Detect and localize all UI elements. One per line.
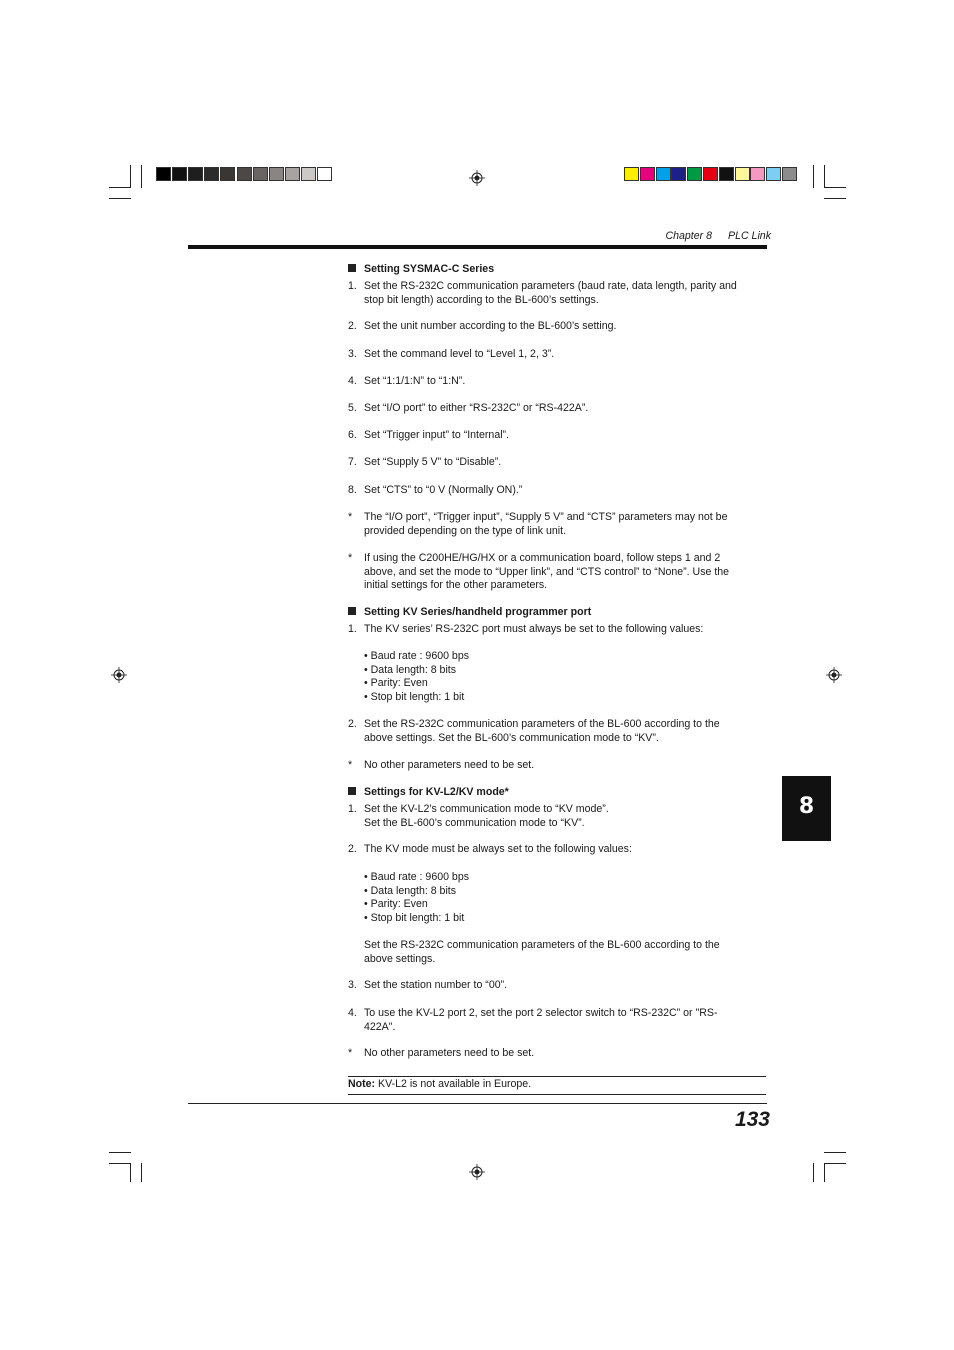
crop-mark [813,165,814,188]
registration-mark-icon [469,1164,485,1180]
color-swatch [782,167,797,181]
list-item-line: Set “Trigger input” to “Internal”. [364,429,510,441]
chapter-tab [782,776,831,841]
list-item-line: above, and set the mode to “Upper link”, and “CTS control” to “None”. Use the [364,565,730,578]
crop-mark [109,198,131,199]
list-item-line: • Baud rate : 9600 bps [364,871,470,883]
note [348,1078,531,1092]
crop-mark [141,165,142,188]
list-item-line: No other parameters need to be set. [364,1047,535,1059]
color-swatch [269,167,284,181]
list-item-line: Set the RS-232C communication parameters of the BL-600 according to the [364,718,720,730]
list-item-line: The KV series’ RS-232C port must always be set to the following values: [364,623,704,635]
list-item-line: initial settings for the other parameters. [364,579,548,592]
list-marker: 3. [348,348,357,360]
list-marker: 1. [348,280,357,292]
color-swatch [687,167,702,181]
list-marker: 2. [348,843,357,855]
list-marker: 4. [348,375,357,387]
crop-mark [109,1152,131,1153]
list-item-line: Set the RS-232C communication parameters (baud rate, data length, parity and [364,280,737,292]
list-item-line: • Stop bit length: 1 bit [364,690,465,703]
section-heading-text: Setting SYSMAC-C Series [364,263,495,275]
list-item-line: above settings. [364,952,436,965]
list-marker: 1. [348,803,357,815]
color-swatch [285,167,300,181]
crop-mark [824,1152,846,1153]
list-marker: 2. [348,718,357,730]
list-item-line: Set the unit number according to the BL-600’s setting. [364,320,617,332]
color-swatch [172,167,187,181]
list-item-line: • Parity: Even [364,677,428,690]
crop-mark [130,1163,131,1182]
note-label: Note: [348,1078,376,1090]
crop-mark [109,1163,131,1164]
color-swatch [253,167,268,181]
list-marker: 7. [348,456,357,468]
crop-mark [824,1163,846,1164]
list-item-line: Set “Supply 5 V” to “Disable”. [364,456,502,468]
crop-mark [824,198,846,199]
crop-mark [130,165,131,188]
list-marker: * [348,759,353,771]
registration-mark-icon [111,667,127,683]
list-item-line: • Data length: 8 bits [364,663,457,676]
section-heading-text: Setting KV Series/handheld programmer port [364,606,592,618]
list-item-line: If using the C200HE/HG/HX or a communication board, follow steps 1 and 2 [364,552,721,564]
color-swatch [703,167,718,181]
color-swatch [750,167,765,181]
list-item-line: 422A". [364,1020,396,1033]
color-swatch [656,167,671,181]
list-marker: 6. [348,429,357,441]
list-item-line: • Baud rate : 9600 bps [364,650,470,662]
list-item-line: No other parameters need to be set. [364,759,535,771]
list-marker: 4. [348,1007,357,1019]
list-item-line: Set “1:1/1:N” to “1:N”. [364,375,466,387]
color-swatch [188,167,203,181]
registration-mark-icon [826,667,842,683]
list-item-line: stop bit length) according to the BL-600’s settings. [364,293,599,306]
list-item-line: Set the KV-L2’s communication mode to “KV mode”. [364,803,609,815]
list-item-line: above settings. Set the BL-600’s communication mode to “KV”. [364,731,659,744]
note-text: KV-L2 is not available in Europe. [375,1078,532,1090]
note-rule-top [348,1076,766,1077]
color-swatch [301,167,316,181]
square-bullet-icon [348,607,356,615]
chapter-label: Chapter 8 [665,230,712,242]
color-swatch [156,167,171,181]
color-swatch [204,167,219,181]
section-heading [348,263,494,277]
list-item-line: Set the station number to “00”. [364,979,508,991]
color-swatch [317,167,332,181]
list-item-line: Set the RS-232C communication parameters of the BL-600 according to the [364,939,720,951]
chapter-tab-label: 8 [798,794,815,819]
list-item-line: Set the BL-600’s communication mode to “KV”. [364,816,585,829]
color-swatch [735,167,750,181]
list-item-line: Set “I/O port” to either “RS-232C” or “RS-422A”. [364,402,589,414]
list-item-line: • Parity: Even [364,898,428,911]
note-rule-bottom [348,1094,766,1095]
crop-mark [141,1163,142,1182]
crop-mark [813,1163,814,1182]
list-marker: * [348,552,353,564]
list-item-line: Set the command level to “Level 1, 2, 3”. [364,348,555,360]
square-bullet-icon [348,787,356,795]
list-item-line: provided depending on the type of link unit. [364,524,567,537]
color-swatch [719,167,734,181]
list-marker: 8. [348,484,357,496]
list-item-line: • Data length: 8 bits [364,884,457,897]
section-heading [348,786,509,800]
section-label: PLC Link [728,230,771,242]
page-number: 133 [734,1108,770,1131]
list-item-line: Set “CTS” to “0 V (Normally ON).” [364,484,523,496]
list-item-line: The KV mode must be always set to the following values: [364,843,632,855]
list-item-line: To use the KV-L2 port 2, set the port 2 selector switch to “RS-232C” or "RS- [364,1007,718,1019]
color-swatch [237,167,252,181]
section-heading-text: Settings for KV-L2/KV mode* [364,786,509,798]
list-marker: 5. [348,402,357,414]
crop-mark [824,1163,825,1182]
running-header [640,230,771,242]
list-marker: * [348,511,353,523]
list-marker: * [348,1047,353,1059]
list-marker: 1. [348,623,357,635]
list-marker: 2. [348,320,357,332]
color-swatch [671,167,686,181]
square-bullet-icon [348,264,356,272]
color-swatch [640,167,655,181]
color-swatch [766,167,781,181]
crop-mark [824,187,846,188]
list-marker: 3. [348,979,357,991]
crop-mark [109,187,131,188]
color-swatch [624,167,639,181]
color-swatch [220,167,235,181]
list-item-line: • Stop bit length: 1 bit [364,911,465,924]
registration-mark-icon [469,170,485,186]
list-item-line: The “I/O port”, “Trigger input”, “Supply 5 V” and “CTS” parameters may not be [364,511,728,523]
header-rule [188,245,767,249]
section-heading [348,606,591,620]
crop-mark [824,165,825,188]
footer-rule [188,1103,767,1104]
